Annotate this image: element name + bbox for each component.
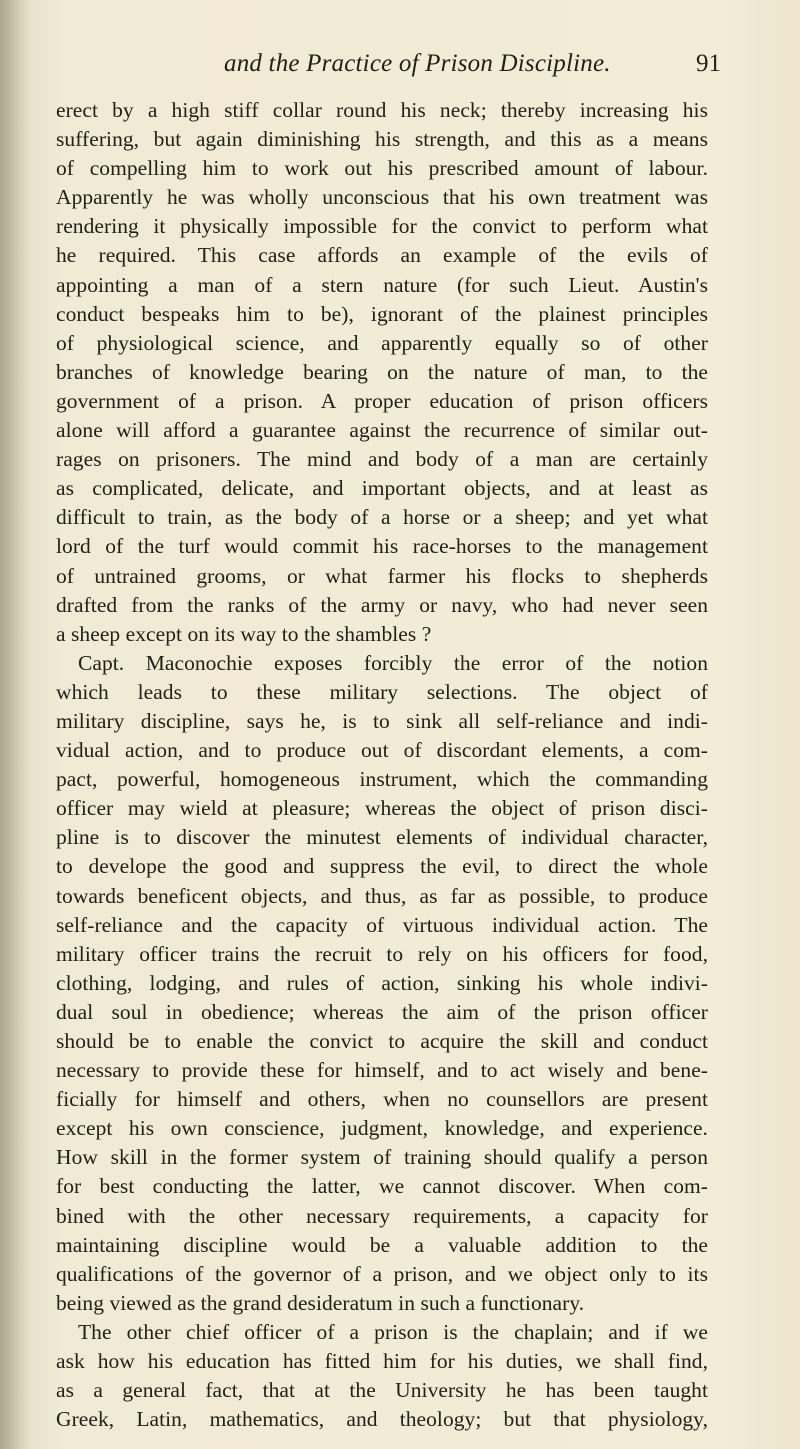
- text-line: rages on prisoners. The mind and body of a man are certainly: [56, 447, 708, 472]
- text-line: of compelling him to work out his prescribed amount of labour.: [56, 156, 708, 181]
- text-line: Apparently he was wholly unconscious that his own treatment was: [56, 185, 708, 210]
- text-line: towards beneficent objects, and thus, as far as possible, to produce: [56, 883, 708, 908]
- text-line: which leads to these military selections. The object of: [56, 679, 708, 704]
- text-line: to develope the good and suppress the evil, to direct the whole: [56, 854, 708, 879]
- running-title: and the Practice of Prison Discipline.: [224, 50, 611, 77]
- body-text: [56, 96, 708, 1434]
- text-line: government of a prison. A proper education of prison officers: [56, 388, 708, 413]
- text-line: a sheep except on its way to the shambles ?: [56, 621, 432, 646]
- text-line: necessary to provide these for himself, and to act wisely and bene-: [56, 1058, 708, 1083]
- page-number: 91: [696, 50, 721, 77]
- text-line: being viewed as the grand desideratum in such a functionary.: [56, 1290, 585, 1315]
- text-line: as a general fact, that at the University he has been taught: [56, 1378, 708, 1403]
- text-line: of untrained grooms, or what farmer his flocks to shepherds: [56, 563, 708, 588]
- text-line: drafted from the ranks of the army or navy, who had never seen: [56, 592, 708, 617]
- text-line: bined with the other necessary requirements, a capacity for: [56, 1203, 708, 1228]
- text-line: self-reliance and the capacity of virtuous individual action. The: [56, 912, 708, 937]
- text-line: clothing, lodging, and rules of action, sinking his whole indivi-: [56, 970, 708, 995]
- text-line: he required. This case affords an example of the evils of: [56, 243, 708, 268]
- text-line: officer may wield at pleasure; whereas the object of prison disci-: [56, 796, 708, 821]
- paragraph-start-line: The other chief officer of a prison is the chaplain; and if we: [78, 1319, 708, 1344]
- text-line: appointing a man of a stern nature (for such Lieut. Austin's: [56, 272, 708, 297]
- text-line: as complicated, delicate, and important objects, and at least as: [56, 476, 708, 501]
- text-line: difficult to train, as the body of a horse or a sheep; and yet what: [56, 505, 708, 530]
- text-line: lord of the turf would commit his race-horses to the management: [56, 534, 708, 559]
- text-line: suffering, but again diminishing his strength, and this as a means: [56, 127, 708, 152]
- text-line: for best conducting the latter, we cannot discover. When com-: [56, 1174, 708, 1199]
- text-line: pline is to discover the minutest elements of individual character,: [56, 825, 708, 850]
- text-line: conduct bespeaks him to be), ignorant of the plainest principles: [56, 301, 708, 326]
- binding-gutter-shadow: [0, 0, 30, 1449]
- text-line: How skill in the former system of training should qualify a person: [56, 1145, 708, 1170]
- text-line: qualifications of the governor of a prison, and we object only to its: [56, 1261, 708, 1286]
- text-line: rendering it physically impossible for the convict to perform what: [56, 214, 708, 239]
- text-line: military discipline, says he, is to sink all self-reliance and indi-: [56, 708, 708, 733]
- page-header: [0, 50, 800, 90]
- text-line: ask how his education has fitted him for his duties, we shall find,: [56, 1349, 708, 1374]
- text-line: vidual action, and to produce out of discordant elements, a com-: [56, 738, 708, 763]
- text-line: erect by a high stiff collar round his neck; thereby increasing his: [56, 98, 708, 122]
- text-line: pact, powerful, homogeneous instrument, which the commanding: [56, 767, 708, 792]
- paragraph-start-line: Capt. Maconochie exposes forcibly the error of the notion: [78, 650, 708, 675]
- text-line: should be to enable the convict to acquire the skill and conduct: [56, 1029, 708, 1053]
- text-line: branches of knowledge bearing on the nature of man, to the: [56, 359, 708, 384]
- text-line: maintaining discipline would be a valuable addition to the: [56, 1232, 708, 1257]
- text-line: military officer trains the recruit to rely on his officers for food,: [56, 941, 708, 966]
- text-line: Greek, Latin, mathematics, and theology; but that physiology,: [56, 1407, 708, 1432]
- text-line: except his own conscience, judgment, knowledge, and experience.: [56, 1116, 708, 1141]
- text-line: of physiological science, and apparently equally so of other: [56, 330, 708, 355]
- text-line: dual soul in obedience; whereas the aim of the prison officer: [56, 999, 708, 1024]
- text-line: alone will afford a guarantee against the recurrence of similar out-: [56, 418, 708, 443]
- text-line: ficially for himself and others, when no counsellors are present: [56, 1087, 708, 1112]
